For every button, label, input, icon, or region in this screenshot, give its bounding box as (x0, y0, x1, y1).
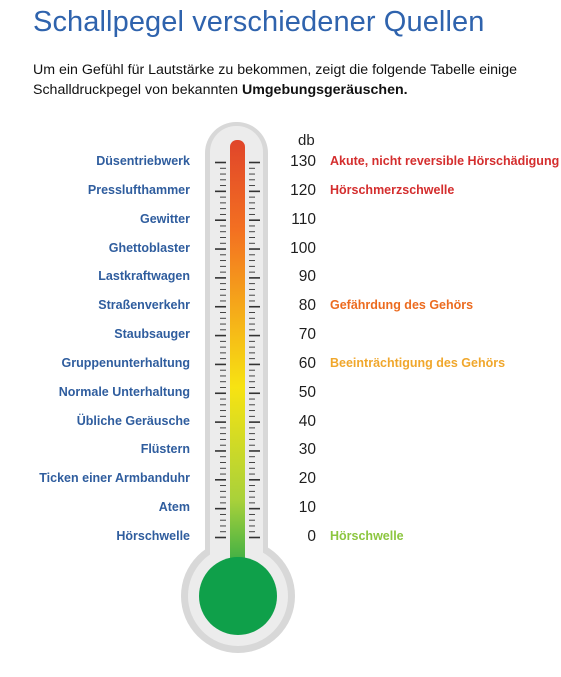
db-value-label: 50 (298, 383, 316, 401)
sound-source-label: Presslufthammer (87, 182, 190, 197)
hearing-effect-label: Hörschmerzschwelle (330, 182, 455, 197)
sound-source-label: Hörschwelle (116, 529, 190, 543)
page-title: Schallpegel verschiedener Quellen (33, 6, 485, 38)
sound-source-label: Straßenverkehr (98, 298, 190, 313)
sound-source-label: Düsentriebwerk (96, 154, 190, 168)
db-value-label: 10 (298, 499, 316, 517)
hearing-effect-label: Akute, nicht reversible Hörschädigung (330, 154, 560, 168)
db-value-label: 30 (298, 441, 316, 459)
db-value-label: 130 (290, 153, 316, 170)
hearing-effect-label: Gefährdung des Gehörs (330, 298, 474, 313)
mercury-bulb (199, 557, 277, 635)
db-value-label: 60 (298, 354, 316, 372)
sound-source-label: Normale Unterhaltung (58, 384, 190, 399)
sound-source-label: Ticken einer Armbanduhr (39, 471, 190, 486)
db-value-label: 40 (298, 412, 316, 430)
hearing-effect-label: Beeinträchtigung des Gehörs (330, 355, 506, 370)
db-value-label: 80 (298, 297, 316, 315)
intro-text-bold: Umgebungsgeräuschen. (242, 82, 408, 98)
hearing-effect-label: Hörschwelle (330, 529, 404, 543)
db-unit-label: db (298, 132, 315, 149)
sound-source-label: Übliche Geräusche (76, 413, 190, 428)
sound-source-label: Staubsauger (114, 327, 190, 342)
sound-source-label: Gewitter (139, 211, 190, 226)
db-value-label: 120 (290, 181, 316, 199)
intro-text-main: Um ein Gefühl für Lautstärke zu bekommen, zeigt die folgende Tabelle einige Schalldruckpegel von bekannten (33, 62, 517, 98)
db-value-label: 20 (298, 470, 316, 488)
sound-source-label: Ghettoblaster (108, 240, 190, 255)
db-value-label: 100 (290, 239, 316, 257)
db-value-label: 90 (298, 268, 316, 286)
db-value-label: 70 (298, 326, 316, 344)
db-value-label: 110 (291, 210, 316, 228)
db-value-label: 0 (307, 528, 316, 545)
sound-source-label: Atem (158, 500, 190, 515)
sound-source-label: Flüstern (140, 442, 190, 457)
sound-source-label: Lastkraftwagen (98, 269, 190, 284)
sound-source-label: Gruppenunterhaltung (61, 355, 190, 370)
mercury-column (230, 140, 245, 590)
